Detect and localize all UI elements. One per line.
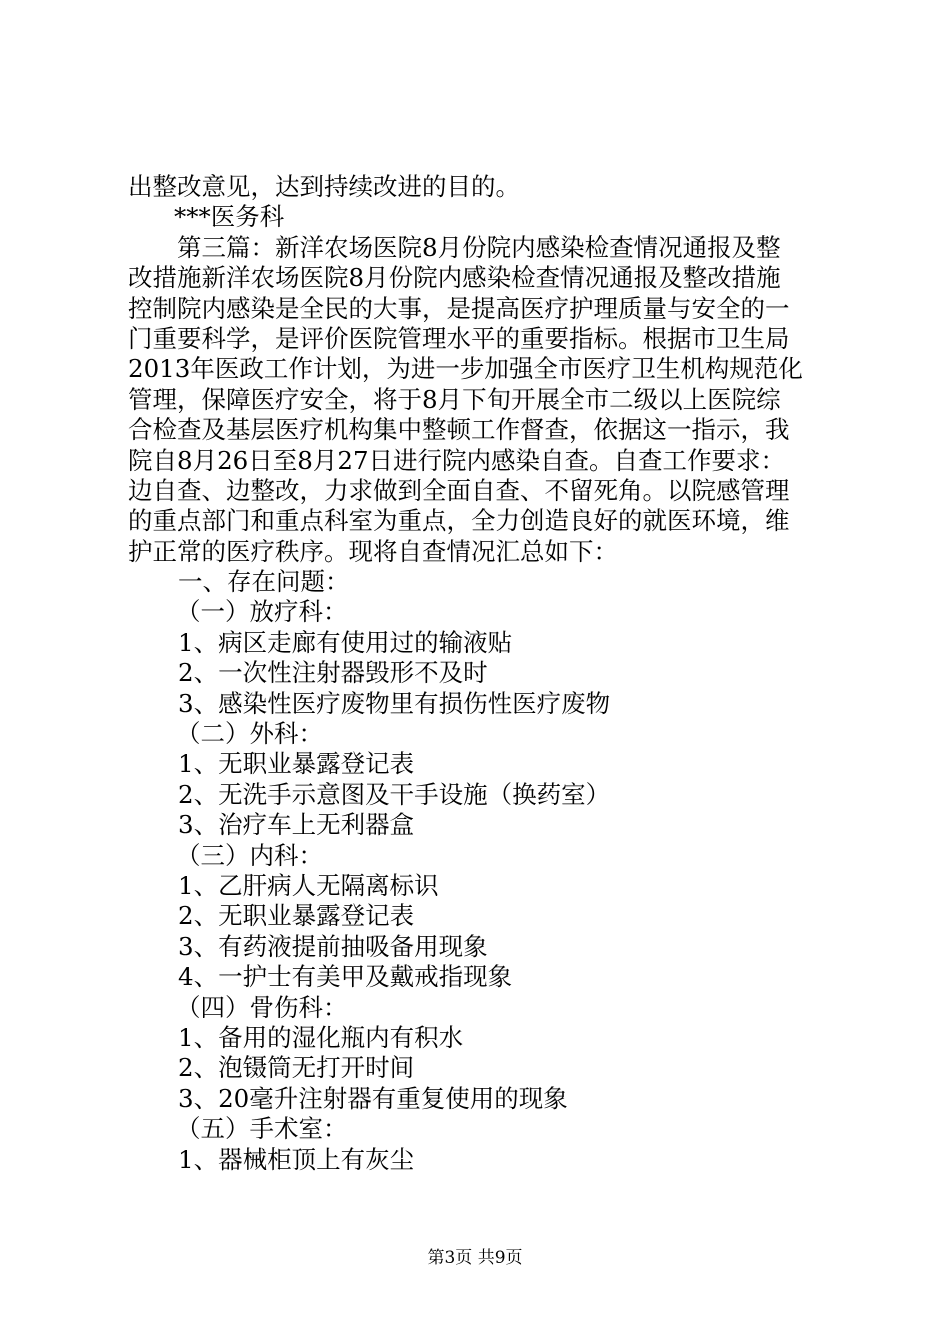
page-footer: 第3页 共9页 (427, 1248, 523, 1268)
group-heading: （一）放疗科： (176, 597, 348, 627)
list-item: 1、器械柜顶上有灰尘 (178, 1144, 415, 1174)
paragraph-line: 管理，保障医疗安全，将于8月下旬开展全市二级以上医院综 (128, 384, 781, 414)
paragraph-line: 的重点部门和重点科室为重点，全力创造良好的就医环境，维 (128, 506, 790, 536)
paragraph-line: 边自查、边整改，力求做到全面自查、不留死角。以院感管理 (128, 475, 790, 505)
list-item: 1、乙肝病人无隔离标识 (178, 870, 439, 900)
group-heading: （四）骨伤科： (176, 992, 348, 1022)
paragraph-line: 第三篇：新洋农场医院8月份院内感染检查情况通报及整 (177, 232, 781, 262)
paragraph-line: 门重要科学，是评价医院管理水平的重要指标。根据市卫生局 (128, 323, 790, 353)
list-item: 3、有药液提前抽吸备用现象 (178, 931, 488, 961)
paragraph-line: 2013年医政工作计划，为进一步加强全市医疗卫生机构规范化 (128, 354, 803, 384)
paragraph-line: 控制院内感染是全民的大事，是提高医疗护理质量与安全的一 (128, 293, 790, 323)
paragraph-line: 院自8月26日至8月27日进行院内感染自查。自查工作要求： (128, 445, 786, 475)
group-heading: （三）内科： (176, 840, 323, 870)
signature-line: ***医务科 (174, 202, 285, 232)
group-heading: （二）外科： (176, 719, 323, 749)
group-heading: （五）手术室： (176, 1114, 348, 1144)
paragraph-line: 改措施新洋农场医院8月份院内感染检查情况通报及整改措施 (128, 263, 781, 293)
intro-line: 出整改意见，达到持续改进的目的。 (128, 172, 520, 201)
list-item: 4、一护士有美甲及戴戒指现象 (178, 962, 513, 992)
list-item: 2、无洗手示意图及干手设施（换药室） (178, 779, 611, 809)
list-item: 2、一次性注射器毁形不及时 (178, 658, 488, 688)
list-item: 3、20毫升注射器有重复使用的现象 (178, 1083, 568, 1113)
paragraph-line: 合检查及基层医疗机构集中整顿工作督查，依据这一指示，我 (128, 415, 790, 445)
list-item: 3、感染性医疗废物里有损伤性医疗废物 (178, 688, 611, 718)
paragraph-line: 护正常的医疗秩序。现将自查情况汇总如下： (128, 536, 618, 566)
section-heading: 一、存在问题： (178, 567, 350, 597)
list-item: 1、病区走廊有使用过的输液贴 (178, 627, 513, 657)
list-item: 3、治疗车上无利器盒 (178, 810, 415, 840)
list-item: 2、泡镊筒无打开时间 (178, 1053, 415, 1083)
list-item: 2、无职业暴露登记表 (178, 901, 415, 931)
list-item: 1、备用的湿化瓶内有积水 (178, 1022, 464, 1052)
document-body (128, 172, 828, 1175)
list-item: 1、无职业暴露登记表 (178, 749, 415, 779)
